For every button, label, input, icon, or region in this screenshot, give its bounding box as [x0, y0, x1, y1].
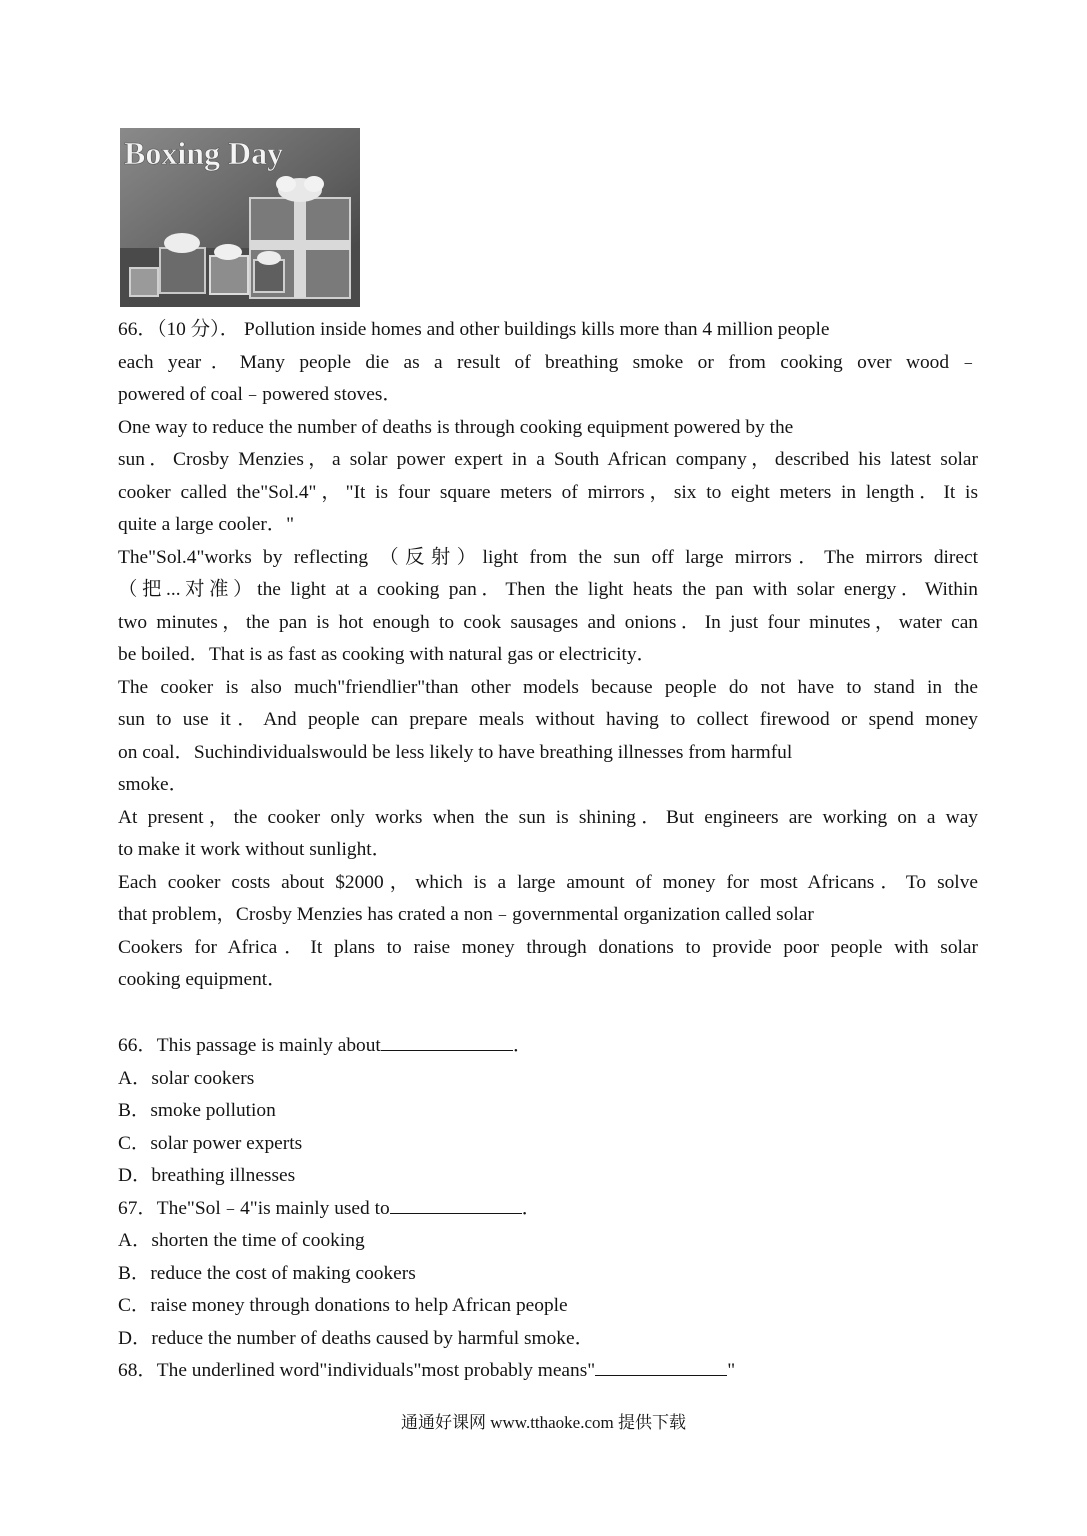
passage-line: cooker called the"Sol.4"，"It is four square meters of mirrors，six to eight meters in length．It is — [118, 481, 978, 503]
question-stem: 66．This passage is mainly about — [118, 1035, 381, 1056]
option-b[interactable]: B．smoke pollution — [118, 1100, 276, 1121]
passage-line: powered of coal﹣powered stoves． — [118, 384, 402, 405]
passage-line: sun to use it．And people can prepare meals without having to collect firewood or spend money — [118, 709, 978, 730]
passage-line: 66．（10 分）． Pollution inside homes and other buildings kills more than 4 million people — [118, 319, 830, 340]
page-footer: 通通好课网 www.tthaoke.com 提供下载 — [400, 1413, 687, 1432]
option-a[interactable]: A．solar cookers — [118, 1067, 255, 1089]
question-end: ． — [521, 1197, 542, 1219]
question-stem: 68．The underlined word"individuals"most probably means" — [118, 1360, 596, 1381]
passage-line: The cooker is also much"friendlier"than other models because people do not have to stand in the — [118, 676, 978, 698]
passage-line: Each cooker costs about $2000，which is a large amount of money for most Africans．To solve — [118, 871, 978, 893]
question-list — [118, 1030, 978, 1388]
answer-blank[interactable] — [390, 1193, 522, 1214]
passage-line: be boiled．That is as fast as cooking with natural gas or electricity． — [118, 644, 656, 665]
question-end: ． — [512, 1035, 533, 1056]
question-67 — [118, 1193, 978, 1226]
passage-line: quite a large cooler．" — [118, 514, 295, 535]
option-d[interactable]: D．reduce the number of deaths caused by harmful smoke． — [118, 1327, 594, 1349]
boxing-day-photo — [120, 128, 360, 307]
passage-line: （把...对准）the light at a cooking pan．Then the light heats the pan with solar energy．Within — [118, 579, 978, 600]
option-c[interactable]: C．raise money through donations to help African people — [118, 1295, 568, 1316]
passage-line: At present，the cooker only works when the sun is shining．But engineers are working on a way — [118, 806, 978, 828]
passage-line: cooking equipment． — [118, 969, 287, 990]
passage-line: Cookers for Africa．It plans to raise money through donations to provide poor people with solar — [118, 936, 978, 958]
question-end: " — [727, 1360, 736, 1381]
photo-caption: Boxing Day — [124, 135, 284, 171]
answer-blank[interactable] — [381, 1030, 513, 1051]
option-c[interactable]: C．solar power experts — [118, 1132, 303, 1154]
question-66 — [118, 1030, 978, 1063]
passage-line: The"Sol.4"works by reflecting （反射）light from the sun off large mirrors．The mirrors direct — [118, 546, 978, 568]
question-stem: 67．The"Sol﹣4"is mainly used to — [118, 1197, 390, 1219]
passage-line: that problem，Crosby Menzies has crated a non﹣governmental organization called solar — [118, 904, 814, 925]
option-a[interactable]: A．shorten the time of cooking — [118, 1230, 365, 1251]
passage-line: One way to reduce the number of deaths is through cooking equipment powered by the — [118, 416, 794, 438]
passage-line: to make it work without sunlight． — [118, 839, 392, 860]
question-68 — [118, 1355, 978, 1388]
answer-blank[interactable] — [595, 1355, 727, 1376]
reading-passage — [118, 314, 978, 997]
passage-line: sun．Crosby Menzies，a solar power expert in a South African company，described his latest solar — [118, 449, 978, 470]
passage-line: two minutes，the pan is hot enough to cook sausages and onions．In just four minutes，water can — [118, 611, 978, 633]
passage-line: smoke． — [118, 774, 189, 795]
option-b[interactable]: B．reduce the cost of making cookers — [118, 1262, 416, 1284]
passage-line: each year．Many people die as a result of breathing smoke or from cooking over wood﹣ — [118, 351, 978, 373]
option-d[interactable]: D．breathing illnesses — [118, 1165, 296, 1186]
passage-line: on coal．Suchindividualswould be less likely to have breathing illnesses from harmful — [118, 741, 793, 763]
